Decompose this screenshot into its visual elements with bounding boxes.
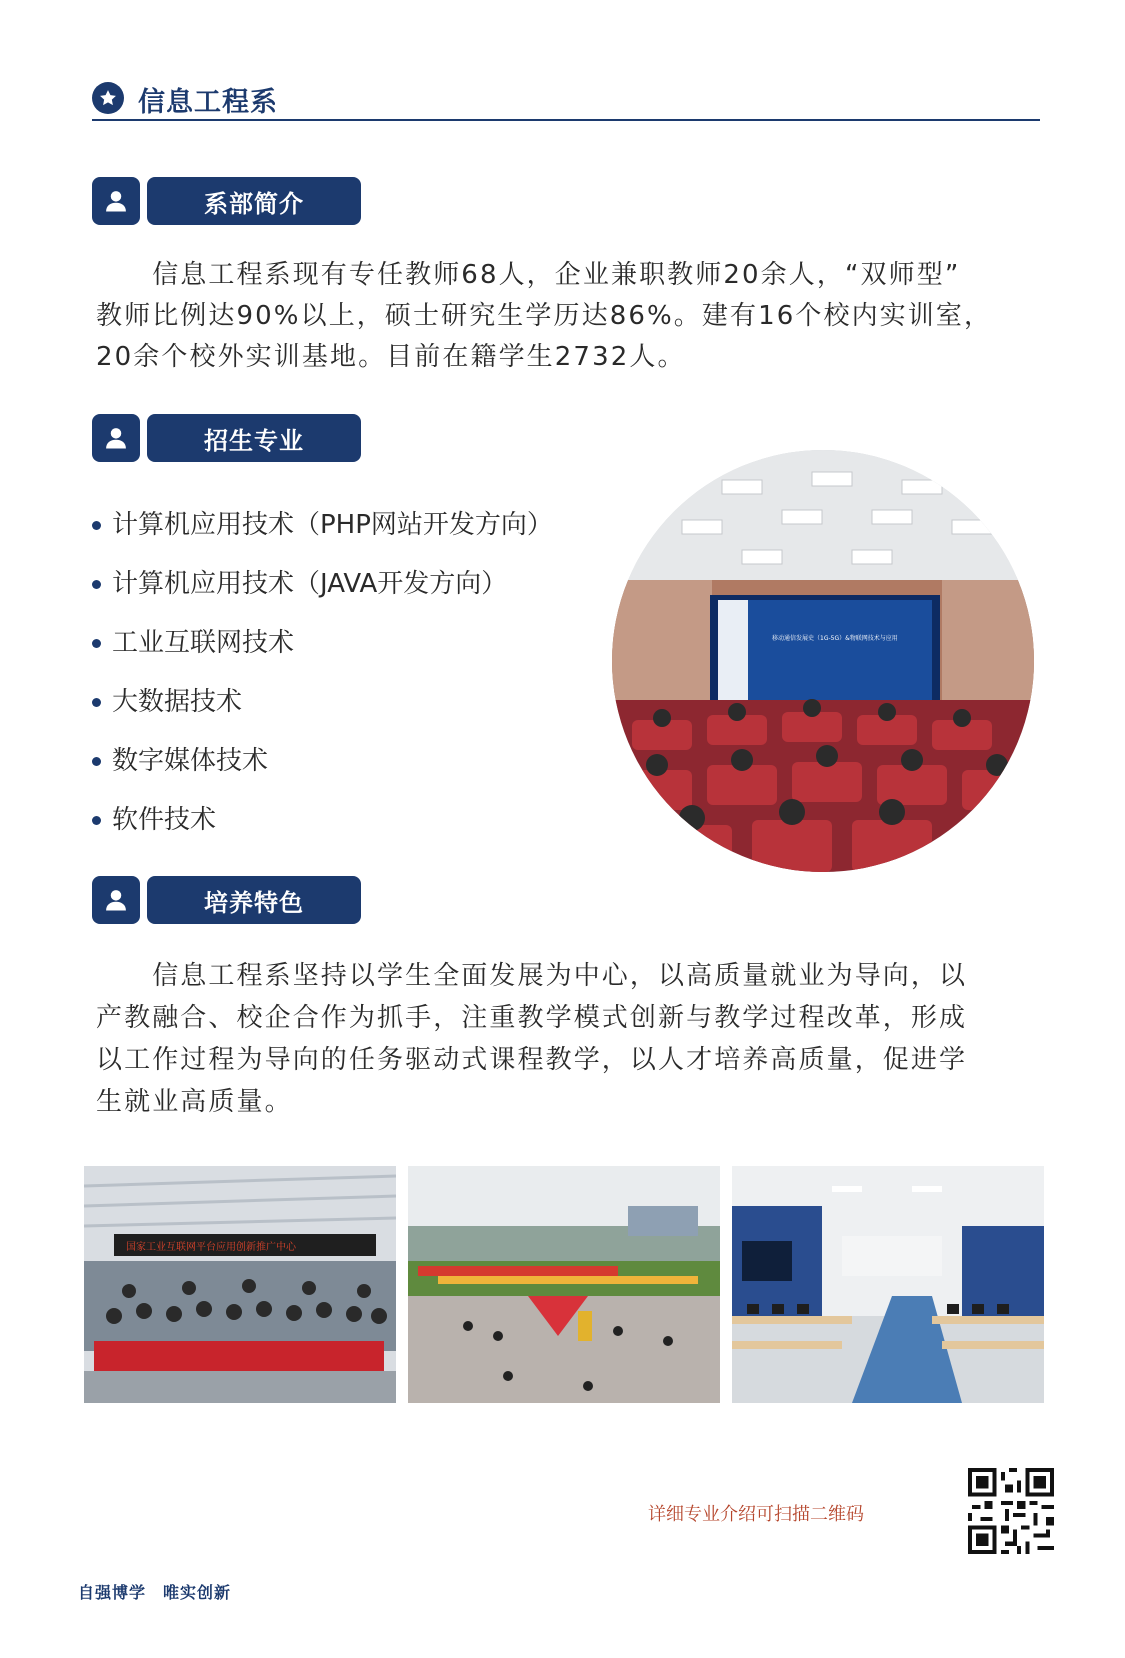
bullet-icon bbox=[92, 816, 101, 825]
list-item bbox=[90, 625, 650, 684]
major-name: 计算机应用技术（PHP网站开发方向） bbox=[112, 510, 553, 540]
photo-innovation-center bbox=[84, 1166, 396, 1403]
photo-sports-parade bbox=[408, 1166, 720, 1403]
major-name: 大数据技术 bbox=[112, 687, 243, 717]
list-item bbox=[90, 743, 650, 802]
lecture-hall-photo bbox=[612, 450, 1034, 872]
list-item bbox=[90, 802, 650, 861]
major-name: 软件技术 bbox=[112, 805, 217, 835]
bullet-icon bbox=[92, 639, 101, 648]
section-title: 招生专业 bbox=[147, 414, 361, 462]
intro-line: 20余个校外实训基地。目前在籍学生2732人。 bbox=[96, 342, 686, 372]
photo-computer-lab bbox=[732, 1166, 1044, 1403]
intro-line: 信息工程系现有专任教师68人，企业兼职教师20余人，“双师型” bbox=[96, 260, 961, 290]
screen-title: 移动通信发展史（1G-5G）&物联网技术与应用 bbox=[772, 635, 898, 642]
school-motto: 自强博学 唯实创新 bbox=[78, 1583, 232, 1602]
features-line: 产教融合、校企合作为抓手，注重教学模式创新与教学过程改革，形成 bbox=[96, 1003, 968, 1033]
bullet-icon bbox=[92, 521, 101, 530]
features-paragraph bbox=[96, 955, 1041, 1123]
photo-sign-text: 国家工业互联网平台应用创新推广中心 bbox=[126, 1242, 296, 1253]
bullet-icon bbox=[92, 580, 101, 589]
bullet-icon bbox=[92, 698, 101, 707]
features-line: 信息工程系坚持以学生全面发展为中心，以高质量就业为导向，以 bbox=[96, 961, 968, 991]
intro-line: 教师比例达90%以上，硕士研究生学历达86%。建有16个校内实训室， bbox=[96, 301, 993, 331]
section-title: 培养特色 bbox=[147, 876, 361, 924]
major-name: 工业互联网技术 bbox=[112, 628, 295, 658]
user-icon bbox=[92, 876, 140, 924]
user-icon bbox=[92, 177, 140, 225]
features-line: 生就业高质量。 bbox=[96, 1087, 293, 1117]
section-heading-majors bbox=[92, 414, 362, 462]
section-title: 系部简介 bbox=[147, 177, 361, 225]
section-heading-features bbox=[92, 876, 362, 924]
list-item bbox=[90, 507, 650, 566]
intro-paragraph bbox=[96, 255, 1041, 378]
page-title: 信息工程系 bbox=[138, 87, 278, 118]
list-item bbox=[90, 684, 650, 743]
header-divider bbox=[92, 119, 1040, 121]
page-header bbox=[92, 76, 1040, 120]
list-item bbox=[90, 566, 650, 625]
major-name: 计算机应用技术（JAVA开发方向） bbox=[112, 569, 508, 599]
major-name: 数字媒体技术 bbox=[112, 746, 269, 776]
section-heading-intro bbox=[92, 177, 362, 225]
features-line: 以工作过程为导向的任务驱动式课程教学，以人才培养高质量，促进学 bbox=[96, 1045, 968, 1075]
qr-code-icon[interactable] bbox=[968, 1468, 1054, 1554]
majors-list bbox=[90, 507, 650, 861]
star-icon bbox=[92, 82, 124, 114]
bullet-icon bbox=[92, 757, 101, 766]
qr-scan-note: 详细专业介绍可扫描二维码 bbox=[648, 1504, 864, 1525]
user-icon bbox=[92, 414, 140, 462]
